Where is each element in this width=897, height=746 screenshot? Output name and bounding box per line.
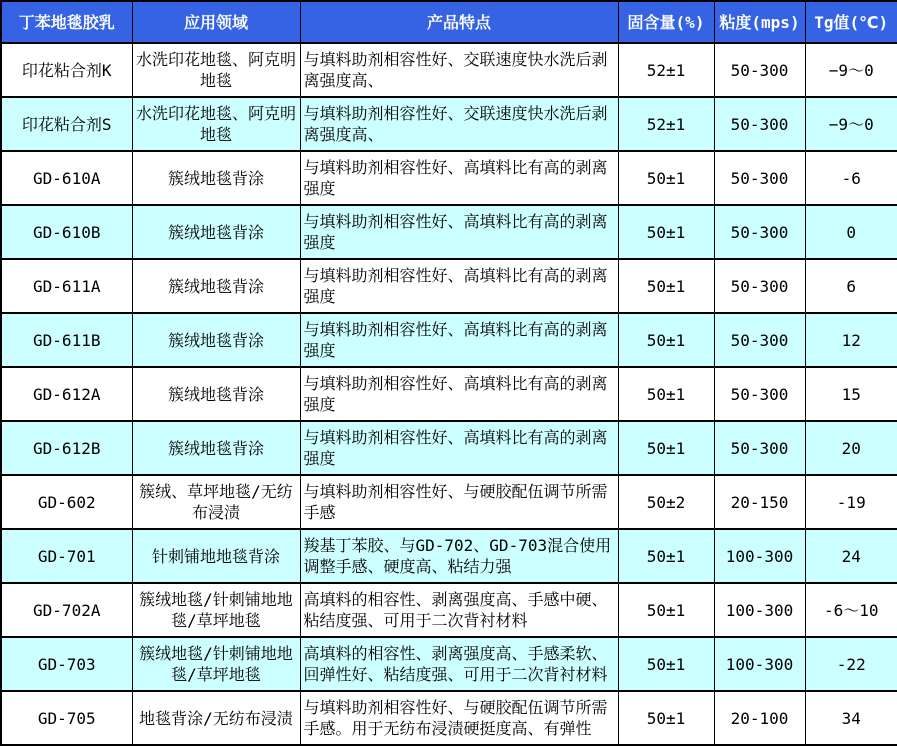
tg-cell: 20: [805, 421, 897, 475]
features-cell: 与填料助剂相容性好、与硬胶配伍调节所需手感: [300, 475, 618, 529]
header-tg: Tg值(℃): [805, 1, 897, 43]
product-cell: GD-703: [1, 637, 132, 691]
application-cell: 簇绒、草坪地毯/无纺布浸渍: [132, 475, 300, 529]
solid-content-cell: 50±1: [618, 691, 714, 745]
product-cell: GD-612B: [1, 421, 132, 475]
application-cell: 地毯背涂/无纺布浸渍: [132, 691, 300, 745]
viscosity-cell: 50-300: [714, 151, 805, 205]
viscosity-cell: 50-300: [714, 259, 805, 313]
solid-content-cell: 50±1: [618, 151, 714, 205]
features-cell: 高填料的相容性、剥离强度高、手感中硬、粘结度强、可用于二次背衬材料: [300, 583, 618, 637]
application-cell: 簇绒地毯背涂: [132, 421, 300, 475]
application-cell: 簇绒地毯背涂: [132, 313, 300, 367]
application-cell: 水洗印花地毯、阿克明地毯: [132, 43, 300, 97]
solid-content-cell: 50±1: [618, 421, 714, 475]
table-row: [1, 151, 897, 205]
features-cell: 与填料助剂相容性好、交联速度快水洗后剥离强度高、: [300, 97, 618, 151]
solid-content-cell: 50±1: [618, 205, 714, 259]
table-row: [1, 97, 897, 151]
product-cell: GD-611B: [1, 313, 132, 367]
application-cell: 水洗印花地毯、阿克明地毯: [132, 97, 300, 151]
features-cell: 与填料助剂相容性好、高填料比有高的剥离强度: [300, 313, 618, 367]
viscosity-cell: 50-300: [714, 43, 805, 97]
header-application: 应用领域: [132, 1, 300, 43]
features-cell: 与填料助剂相容性好、高填料比有高的剥离强度: [300, 367, 618, 421]
header-solid-content: 固含量(%): [618, 1, 714, 43]
features-cell: 与填料助剂相容性好、与硬胶配伍调节所需手感。用于无纺布浸渍硬挺度高、有弹性: [300, 691, 618, 745]
application-cell: 簇绒地毯背涂: [132, 367, 300, 421]
product-cell: GD-611A: [1, 259, 132, 313]
header-viscosity: 粘度(mps): [714, 1, 805, 43]
features-cell: 与填料助剂相容性好、高填料比有高的剥离强度: [300, 259, 618, 313]
features-cell: 与填料助剂相容性好、高填料比有高的剥离强度: [300, 421, 618, 475]
product-cell: GD-610B: [1, 205, 132, 259]
tg-cell: -6～10: [805, 583, 897, 637]
viscosity-cell: 100-300: [714, 529, 805, 583]
table-row: [1, 259, 897, 313]
solid-content-cell: 50±1: [618, 313, 714, 367]
table-row: [1, 43, 897, 97]
solid-content-cell: 50±1: [618, 529, 714, 583]
solid-content-cell: 50±1: [618, 367, 714, 421]
application-cell: 簇绒地毯背涂: [132, 205, 300, 259]
header-product: 丁苯地毯胶乳: [1, 1, 132, 43]
application-cell: 簇绒地毯/针刺铺地地毯/草坪地毯: [132, 637, 300, 691]
product-cell: GD-705: [1, 691, 132, 745]
viscosity-cell: 20-100: [714, 691, 805, 745]
header-row: [1, 1, 897, 43]
product-cell: GD-701: [1, 529, 132, 583]
application-cell: 簇绒地毯/针刺铺地地毯/草坪地毯: [132, 583, 300, 637]
tg-cell: -19: [805, 475, 897, 529]
solid-content-cell: 50±1: [618, 583, 714, 637]
solid-content-cell: 50±1: [618, 637, 714, 691]
product-cell: 印花粘合剂K: [1, 43, 132, 97]
product-cell: GD-610A: [1, 151, 132, 205]
features-cell: 高填料的相容性、剥离强度高、手感柔软、回弹性好、粘结度强、可用于二次背衬材料: [300, 637, 618, 691]
solid-content-cell: 52±1: [618, 97, 714, 151]
viscosity-cell: 20-150: [714, 475, 805, 529]
viscosity-cell: 50-300: [714, 421, 805, 475]
table-row: [1, 313, 897, 367]
header-features: 产品特点: [300, 1, 618, 43]
viscosity-cell: 50-300: [714, 97, 805, 151]
product-cell: GD-702A: [1, 583, 132, 637]
application-cell: 簇绒地毯背涂: [132, 151, 300, 205]
tg-cell: 34: [805, 691, 897, 745]
tg-cell: 15: [805, 367, 897, 421]
tg-cell: 6: [805, 259, 897, 313]
solid-content-cell: 50±2: [618, 475, 714, 529]
solid-content-cell: 50±1: [618, 259, 714, 313]
tg-cell: 24: [805, 529, 897, 583]
tg-cell: -22: [805, 637, 897, 691]
table-row: [1, 583, 897, 637]
tg-cell: 0: [805, 205, 897, 259]
viscosity-cell: 50-300: [714, 313, 805, 367]
product-cell: 印花粘合剂S: [1, 97, 132, 151]
viscosity-cell: 50-300: [714, 367, 805, 421]
tg-cell: -6: [805, 151, 897, 205]
table-row: [1, 475, 897, 529]
table-row: [1, 367, 897, 421]
table-row: [1, 421, 897, 475]
tg-cell: −9～0: [805, 97, 897, 151]
table-body: [1, 43, 897, 745]
table-row: [1, 529, 897, 583]
table-row: [1, 637, 897, 691]
viscosity-cell: 50-300: [714, 205, 805, 259]
features-cell: 羧基丁苯胶、与GD-702、GD-703混合使用调整手感、硬度高、粘结力强: [300, 529, 618, 583]
solid-content-cell: 52±1: [618, 43, 714, 97]
tg-cell: 12: [805, 313, 897, 367]
application-cell: 针刺铺地地毯背涂: [132, 529, 300, 583]
viscosity-cell: 100-300: [714, 583, 805, 637]
features-cell: 与填料助剂相容性好、高填料比有高的剥离强度: [300, 205, 618, 259]
product-cell: GD-602: [1, 475, 132, 529]
table-row: [1, 691, 897, 745]
product-cell: GD-612A: [1, 367, 132, 421]
table-header: [1, 1, 897, 43]
features-cell: 与填料助剂相容性好、高填料比有高的剥离强度: [300, 151, 618, 205]
tg-cell: −9～0: [805, 43, 897, 97]
table-row: [1, 205, 897, 259]
application-cell: 簇绒地毯背涂: [132, 259, 300, 313]
viscosity-cell: 100-300: [714, 637, 805, 691]
features-cell: 与填料助剂相容性好、交联速度快水洗后剥离强度高、: [300, 43, 618, 97]
